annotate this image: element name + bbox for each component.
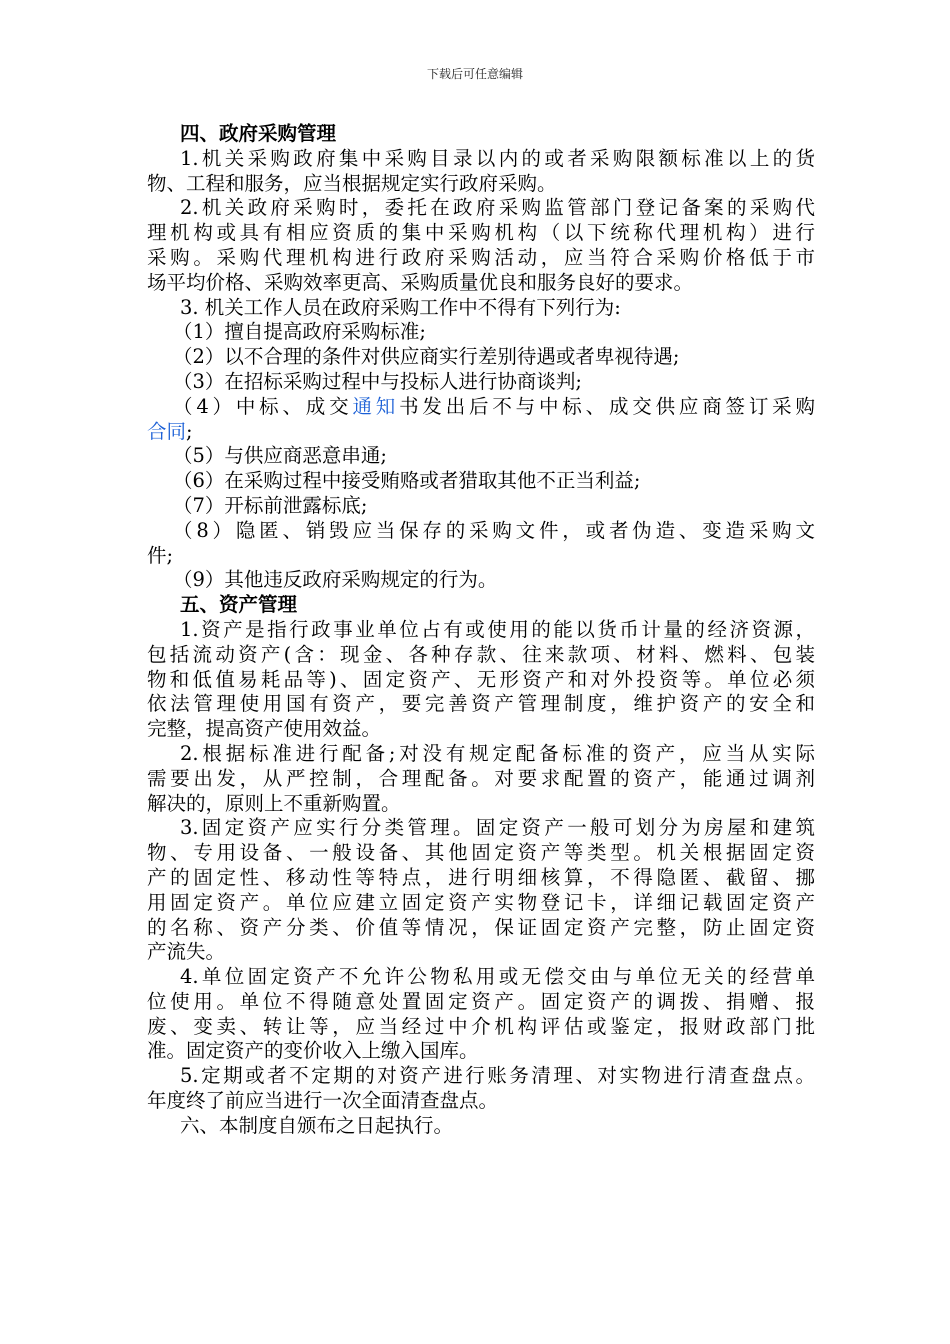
paragraph-text: 场平均价格、采购效率更高、采购质量优良和服务良好的要求。 <box>147 270 694 294</box>
list-item-continuation: 件; <box>147 543 174 567</box>
paragraph-text: 年度终了前应当进行一次全面清查盘点。 <box>147 1089 499 1113</box>
list-item-text: 书发出后不与中标、成交供应商签订采购 <box>399 394 815 418</box>
paragraph-text: 4.单位固定资产不允许公物私用或无偿交由与单位无关的经营单 <box>180 965 815 989</box>
paragraph-text: 用固定资产。单位应建立固定资产实物登记卡，详细记载固定资产 <box>147 890 815 914</box>
paragraph-text: 物和低值易耗品等)、固定资产、无形资产和对外投资等。单位必须 <box>147 667 815 691</box>
paragraph-text: 3. 机关工作人员在政府采购工作中不得有下列行为: <box>180 295 621 319</box>
document-body <box>147 122 815 1139</box>
paragraph-text: 解决的，原则上不重新购置。 <box>147 791 401 815</box>
paragraph-text: 2.根据标准进行配备;对没有规定配备标准的资产，应当从实际 <box>180 741 815 765</box>
list-item-text: ; <box>186 419 193 443</box>
paragraph-text: 包括流动资产(含：现金、各种存款、往来款项、材料、燃料、包装 <box>147 642 815 666</box>
paragraph-text: 物、工程和服务，应当根据规定实行政府采购。 <box>147 171 557 195</box>
list-item: （2）以不合理的条件对供应商实行差别待遇或者卑视待遇; <box>173 345 680 369</box>
paragraph-text: 需要出发，从严控制，合理配备。对要求配置的资产，能通过调剂 <box>147 766 815 790</box>
notice-link[interactable]: 通知 <box>352 394 400 418</box>
list-item: （7）开标前泄露标底; <box>173 493 368 517</box>
paragraph-text: 位使用。单位不得随意处置固定资产。固定资产的调拨、捐赠、报 <box>147 989 815 1013</box>
paragraph-text: 产的固定性、移动性等特点，进行明细核算，不得隐匿、截留、挪 <box>147 865 815 889</box>
list-item-continuation <box>147 420 815 445</box>
paragraph-text: 准。固定资产的变价收入上缴入国库。 <box>147 1039 479 1063</box>
paragraph-text: 的名称、资产分类、价值等情况，保证固定资产完整，防止固定资 <box>147 915 815 939</box>
paragraph-text: 1.资产是指行政事业单位占有或使用的能以货币计量的经济资源， <box>180 617 815 641</box>
list-item: （8）隐匿、销毁应当保存的采购文件，或者伪造、变造采购文 <box>173 518 815 542</box>
list-item: （9）其他违反政府采购规定的行为。 <box>173 568 498 592</box>
paragraph-text: 物、专用设备、一般设备、其他固定资产等类型。机关根据固定资 <box>147 841 815 865</box>
paragraph-text: 产流失。 <box>147 940 226 964</box>
list-item: （5）与供应商恶意串通; <box>173 444 387 468</box>
list-item <box>147 395 815 420</box>
paragraph-text: 1.机关采购政府集中采购目录以内的或者采购限额标准以上的货 <box>180 146 815 170</box>
paragraph-text: 3.固定资产应实行分类管理。固定资产一般可划分为房屋和建筑 <box>180 816 815 840</box>
list-item: （6）在采购过程中接受贿赂或者猎取其他不正当利益; <box>173 469 641 493</box>
paragraph-text: 完整，提高资产使用效益。 <box>147 717 382 741</box>
list-item-text: （4）中标、成交 <box>173 394 353 418</box>
paragraph-text: 理机构或具有相应资质的集中采购机构（以下统称代理机构）进行 <box>147 221 815 245</box>
list-item: （3）在招标采购过程中与投标人进行协商谈判; <box>173 369 582 393</box>
list-item: （1）擅自提高政府采购标准; <box>173 320 426 344</box>
page-header: 下载后可任意编辑 <box>426 67 523 81</box>
paragraph-text: 5.定期或者不定期的对资产进行账务清理、对实物进行清查盘点。 <box>180 1064 815 1088</box>
paragraph-text: 采购。采购代理机构进行政府采购活动，应当符合采购价格低于市 <box>147 245 815 269</box>
section-5-heading: 五、资产管理 <box>180 593 298 617</box>
contract-link[interactable]: 合同 <box>147 419 187 443</box>
section-4-heading: 四、政府采购管理 <box>180 122 337 145</box>
paragraph-text: 2.机关政府采购时，委托在政府采购监管部门登记备案的采购代 <box>180 196 815 220</box>
paragraph-text: 废、变卖、转让等，应当经过中介机构评估或鉴定，报财政部门批 <box>147 1014 815 1038</box>
section-6-text: 六、本制度自颁布之日起执行。 <box>180 1113 454 1137</box>
paragraph-text: 依法管理使用国有资产，要完善资产管理制度，维护资产的安全和 <box>147 692 815 716</box>
